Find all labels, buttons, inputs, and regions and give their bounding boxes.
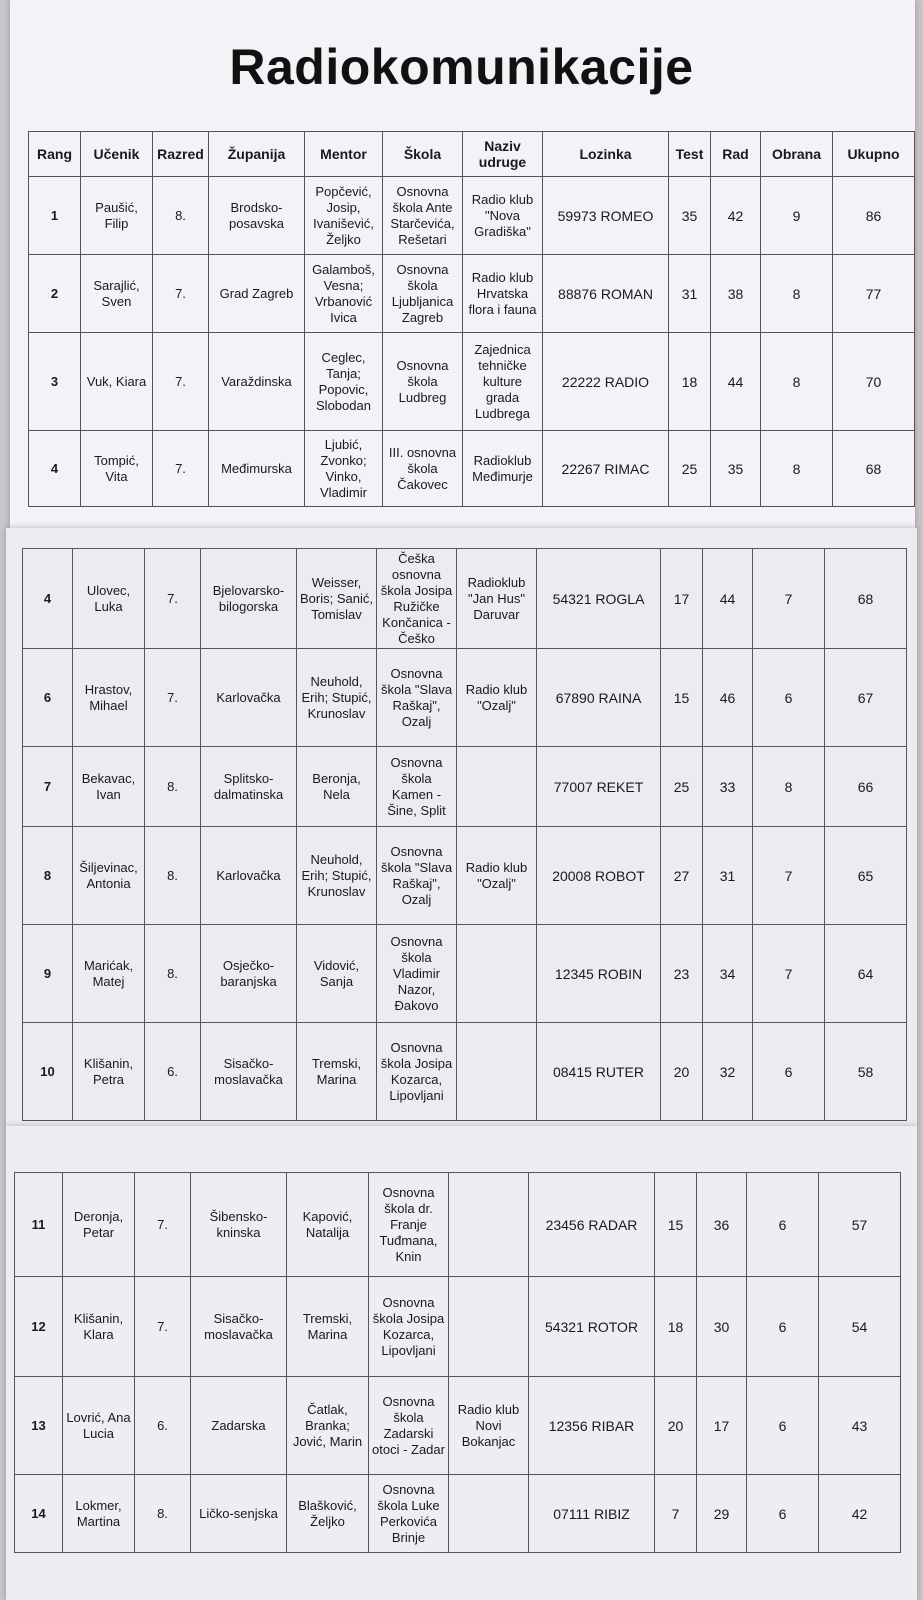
cell-test: 27 [661,827,703,925]
cell-ukupno: 54 [819,1277,901,1377]
header-skola: Škola [383,132,463,177]
table-row [29,177,915,255]
cell-ucenik: Vuk, Kiara [81,333,153,431]
cell-razred: 7. [153,333,209,431]
cell-rang: 9 [23,925,73,1023]
cell-mentor: Weisser, Boris; Sanić, Tomislav [297,549,377,649]
cell-rang: 1 [29,177,81,255]
cell-skola: Osnovna škola Zadarski otoci - Zadar [369,1377,449,1475]
cell-skola: Osnovna škola Luke Perkovića Brinje [369,1475,449,1553]
cell-ukupno: 67 [825,649,907,747]
cell-rang: 10 [23,1023,73,1121]
cell-lozinka: 22222 RADIO [543,333,669,431]
cell-ukupno: 77 [833,255,915,333]
cell-obrana: 6 [747,1277,819,1377]
cell-ukupno: 58 [825,1023,907,1121]
cell-ucenik: Šiljevinac, Antonia [73,827,145,925]
cell-lozinka: 88876 ROMAN [543,255,669,333]
header-zupanija: Županija [209,132,305,177]
cell-udruga [457,925,537,1023]
cell-rad: 46 [703,649,753,747]
cell-skola: Osnovna škola Vladimir Nazor, Đakovo [377,925,457,1023]
cell-ukupno: 70 [833,333,915,431]
cell-zupanija: Grad Zagreb [209,255,305,333]
cell-rad: 34 [703,925,753,1023]
cell-ucenik: Sarajlić, Sven [81,255,153,333]
cell-zupanija: Splitsko-dalmatinska [201,747,297,827]
cell-test: 31 [669,255,711,333]
cell-mentor: Beronja, Nela [297,747,377,827]
cell-razred: 7. [135,1277,191,1377]
cell-lozinka: 07111 RIBIZ [529,1475,655,1553]
cell-rang: 8 [23,827,73,925]
cell-rang: 7 [23,747,73,827]
cell-mentor: Ceglec, Tanja; Popovic, Slobodan [305,333,383,431]
cell-test: 25 [661,747,703,827]
header-razred: Razred [153,132,209,177]
cell-test: 23 [661,925,703,1023]
cell-obrana: 6 [747,1173,819,1277]
cell-test: 20 [655,1377,697,1475]
header-rad: Rad [711,132,761,177]
cell-rang: 11 [15,1173,63,1277]
document-title: Radiokomunikacije [229,39,694,95]
cell-razred: 6. [135,1377,191,1475]
table-row [23,649,907,747]
cell-lozinka: 08415 RUTER [537,1023,661,1121]
cell-obrana: 7 [753,827,825,925]
cell-rang: 4 [29,431,81,507]
cell-udruga: Radio klub "Ozalj" [457,827,537,925]
cell-mentor: Kapović, Natalija [287,1173,369,1277]
header-mentor: Mentor [305,132,383,177]
cell-lozinka: 20008 ROBOT [537,827,661,925]
cell-ukupno: 68 [833,431,915,507]
cell-udruga: Radio klub "Ozalj" [457,649,537,747]
cell-mentor: Vidović, Sanja [297,925,377,1023]
cell-lozinka: 23456 RADAR [529,1173,655,1277]
cell-skola: Osnovna škola Ludbreg [383,333,463,431]
cell-obrana: 6 [753,1023,825,1121]
cell-lozinka: 12356 RIBAR [529,1377,655,1475]
cell-mentor: Neuhold, Erih; Stupić, Krunoslav [297,827,377,925]
table-row [15,1475,901,1553]
cell-zupanija: Međimurska [209,431,305,507]
cell-zupanija: Ličko-senjska [191,1475,287,1553]
cell-test: 7 [655,1475,697,1553]
cell-rang: 13 [15,1377,63,1475]
cell-lozinka: 22267 RIMAC [543,431,669,507]
cell-obrana: 7 [753,925,825,1023]
table-row [29,333,915,431]
cell-skola: Osnovna škola Josipa Kozarca, Lipovljani [369,1277,449,1377]
header-test: Test [669,132,711,177]
cell-udruga: Radioklub Međimurje [463,431,543,507]
cell-zupanija: Karlovačka [201,827,297,925]
cell-ucenik: Marićak, Matej [73,925,145,1023]
cell-lozinka: 12345 ROBIN [537,925,661,1023]
header-obrana: Obrana [761,132,833,177]
cell-lozinka: 67890 RAINA [537,649,661,747]
header-ukupno: Ukupno [833,132,915,177]
table-row [23,827,907,925]
cell-obrana: 6 [747,1475,819,1553]
cell-rang: 6 [23,649,73,747]
cell-razred: 7. [153,255,209,333]
cell-skola: Osnovna škola Kamen - Šine, Split [377,747,457,827]
cell-rang: 14 [15,1475,63,1553]
cell-zupanija: Zadarska [191,1377,287,1475]
cell-ucenik: Tompić, Vita [81,431,153,507]
header-ucenik: Učenik [81,132,153,177]
cell-rad: 31 [703,827,753,925]
cell-razred: 7. [145,649,201,747]
cell-skola: Osnovna škola "Slava Raškaj", Ozalj [377,649,457,747]
cell-ukupno: 43 [819,1377,901,1475]
cell-zupanija: Karlovačka [201,649,297,747]
cell-test: 15 [661,649,703,747]
cell-obrana: 6 [753,649,825,747]
cell-ucenik: Lokmer, Martina [63,1475,135,1553]
cell-test: 17 [661,549,703,649]
cell-obrana: 8 [761,333,833,431]
cell-ukupno: 86 [833,177,915,255]
table-row [15,1173,901,1277]
cell-rang: 4 [23,549,73,649]
cell-razred: 7. [135,1173,191,1277]
cell-ucenik: Deronja, Petar [63,1173,135,1277]
cell-ukupno: 57 [819,1173,901,1277]
cell-test: 20 [661,1023,703,1121]
table-row [23,1023,907,1121]
table-row [23,549,907,649]
cell-razred: 8. [145,747,201,827]
cell-rad: 33 [703,747,753,827]
header-rang: Rang [29,132,81,177]
results-table-part-2 [22,548,907,1121]
cell-rad: 38 [711,255,761,333]
cell-mentor: Popčević, Josip, Ivanišević, Željko [305,177,383,255]
cell-skola: Osnovna škola dr. Franje Tuđmana, Knin [369,1173,449,1277]
cell-mentor: Tremski, Marina [287,1277,369,1377]
cell-obrana: 8 [761,431,833,507]
cell-rad: 32 [703,1023,753,1121]
cell-udruga [449,1475,529,1553]
cell-mentor: Čatlak, Branka; Jović, Marin [287,1377,369,1475]
cell-udruga: Radioklub "Jan Hus" Daruvar [457,549,537,649]
table-row [23,925,907,1023]
results-table-part-1 [28,131,915,507]
cell-rang: 3 [29,333,81,431]
table-row [29,431,915,507]
cell-zupanija: Brodsko-posavska [209,177,305,255]
cell-udruga: Zajednica tehničke kulture grada Ludbrega [463,333,543,431]
cell-ukupno: 64 [825,925,907,1023]
header-lozinka: Lozinka [543,132,669,177]
cell-rang: 12 [15,1277,63,1377]
cell-rad: 29 [697,1475,747,1553]
table-row [29,255,915,333]
cell-skola: Osnovna škola "Slava Raškaj", Ozalj [377,827,457,925]
cell-test: 35 [669,177,711,255]
cell-zupanija: Šibensko-kninska [191,1173,287,1277]
cell-ucenik: Bekavac, Ivan [73,747,145,827]
cell-test: 18 [655,1277,697,1377]
cell-ukupno: 42 [819,1475,901,1553]
cell-mentor: Neuhold, Erih; Stupić, Krunoslav [297,649,377,747]
cell-skola: Osnovna škola Ljubljanica Zagreb [383,255,463,333]
cell-razred: 8. [145,827,201,925]
cell-mentor: Galamboš, Vesna; Vrbanović Ivica [305,255,383,333]
cell-mentor: Tremski, Marina [297,1023,377,1121]
cell-obrana: 7 [753,549,825,649]
cell-razred: 6. [145,1023,201,1121]
cell-udruga [449,1277,529,1377]
cell-zupanija: Sisačko-moslavačka [201,1023,297,1121]
cell-obrana: 8 [753,747,825,827]
cell-skola: Osnovna škola Ante Starčevića, Rešetari [383,177,463,255]
cell-rad: 44 [711,333,761,431]
header-udruga: Naziv udruge [463,132,543,177]
cell-lozinka: 59973 ROMEO [543,177,669,255]
cell-ucenik: Paušić, Filip [81,177,153,255]
cell-lozinka: 54321 ROTOR [529,1277,655,1377]
cell-lozinka: 54321 ROGLA [537,549,661,649]
cell-skola: Češka osnovna škola Josipa Ružičke Končanica - Češko [377,549,457,649]
cell-skola: III. osnovna škola Čakovec [383,431,463,507]
table-row [15,1377,901,1475]
cell-test: 18 [669,333,711,431]
table-row [15,1277,901,1377]
cell-udruga [449,1173,529,1277]
cell-ukupno: 68 [825,549,907,649]
cell-skola: Osnovna škola Josipa Kozarca, Lipovljani [377,1023,457,1121]
cell-obrana: 8 [761,255,833,333]
cell-ucenik: Ulovec, Luka [73,549,145,649]
cell-ukupno: 65 [825,827,907,925]
cell-udruga: Radio klub Novi Bokanjac [449,1377,529,1475]
table-row [23,747,907,827]
cell-zupanija: Sisačko-moslavačka [191,1277,287,1377]
cell-rang: 2 [29,255,81,333]
cell-lozinka: 77007 REKET [537,747,661,827]
cell-udruga: Radio klub "Nova Gradiška" [463,177,543,255]
cell-mentor: Ljubić, Zvonko; Vinko, Vladimir [305,431,383,507]
cell-zupanija: Bjelovarsko-bilogorska [201,549,297,649]
cell-ucenik: Lovrić, Ana Lucia [63,1377,135,1475]
cell-rad: 42 [711,177,761,255]
cell-rad: 35 [711,431,761,507]
cell-razred: 8. [145,925,201,1023]
cell-razred: 8. [135,1475,191,1553]
cell-zupanija: Osječko-baranjska [201,925,297,1023]
cell-ucenik: Hrastov, Mihael [73,649,145,747]
cell-mentor: Blašković, Željko [287,1475,369,1553]
cell-ucenik: Klišanin, Petra [73,1023,145,1121]
cell-udruga: Radio klub Hrvatska flora i fauna [463,255,543,333]
cell-ukupno: 66 [825,747,907,827]
cell-test: 15 [655,1173,697,1277]
results-table-part-3 [14,1172,901,1553]
cell-test: 25 [669,431,711,507]
cell-rad: 30 [697,1277,747,1377]
cell-udruga [457,1023,537,1121]
cell-rad: 36 [697,1173,747,1277]
cell-razred: 7. [145,549,201,649]
cell-obrana: 6 [747,1377,819,1475]
cell-udruga [457,747,537,827]
cell-zupanija: Varaždinska [209,333,305,431]
cell-obrana: 9 [761,177,833,255]
cell-razred: 8. [153,177,209,255]
cell-razred: 7. [153,431,209,507]
cell-rad: 17 [697,1377,747,1475]
table-header-row [29,132,915,177]
cell-ucenik: Klišanin, Klara [63,1277,135,1377]
cell-rad: 44 [703,549,753,649]
